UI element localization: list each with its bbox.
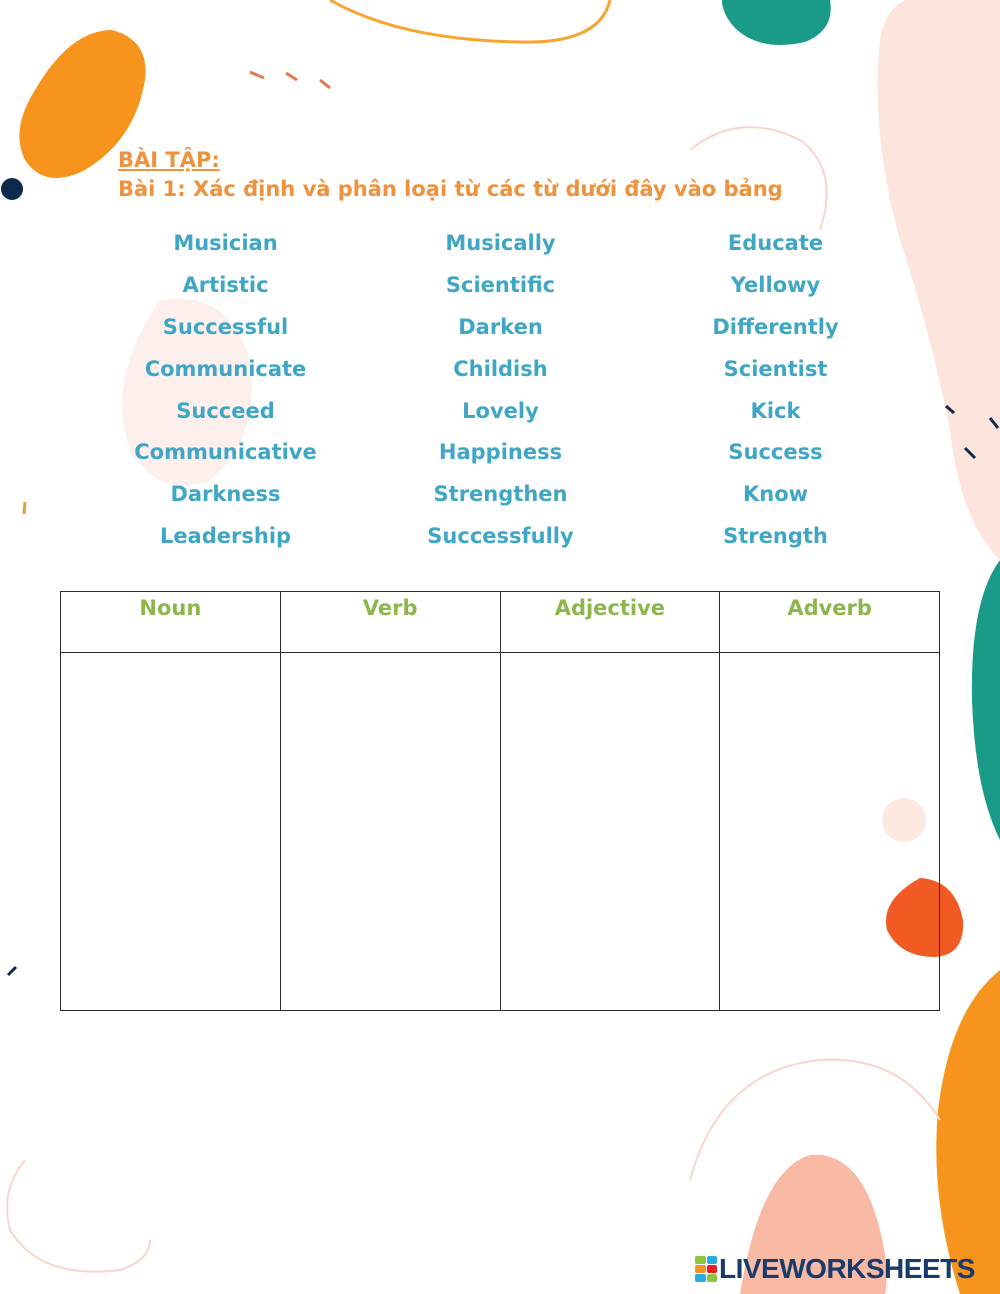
word-item: Success bbox=[728, 440, 823, 465]
word-bank bbox=[88, 225, 912, 560]
exercise-instruction: Bài 1: Xác định và phân loại từ các từ dưới đây vào bảng bbox=[118, 177, 783, 201]
word-item: Kick bbox=[750, 398, 801, 423]
word-item: Darken bbox=[458, 314, 543, 339]
header-verb: Verb bbox=[280, 592, 500, 653]
verb-answer-cell[interactable] bbox=[280, 653, 500, 1011]
header-adverb: Adverb bbox=[720, 592, 940, 653]
word-item: Strength bbox=[723, 524, 828, 549]
word-item: Know bbox=[742, 482, 809, 507]
classification-table bbox=[60, 591, 940, 1011]
word-item: Successful bbox=[162, 314, 289, 339]
word-item: Darkness bbox=[170, 482, 281, 507]
word-item: Communicative bbox=[134, 440, 317, 465]
header-adjective: Adjective bbox=[500, 592, 720, 653]
word-item: Succeed bbox=[176, 398, 275, 423]
header-noun: Noun bbox=[61, 592, 281, 653]
word-item: Strengthen bbox=[433, 482, 568, 507]
table-header-row bbox=[61, 592, 940, 653]
word-item: Successfully bbox=[427, 524, 574, 549]
exercise-heading bbox=[118, 146, 783, 204]
answer-row bbox=[61, 653, 940, 1011]
word-item: Scientist bbox=[723, 356, 828, 381]
adverb-answer-cell[interactable] bbox=[720, 653, 940, 1011]
exercise-title: BÀI TẬP: bbox=[118, 148, 220, 172]
word-item: Artistic bbox=[182, 272, 269, 297]
word-item: Leadership bbox=[159, 524, 292, 549]
word-item: Musically bbox=[445, 231, 556, 255]
liveworksheets-logo-icon bbox=[695, 1256, 717, 1282]
word-item: Scientific bbox=[445, 272, 556, 297]
word-item: Happiness bbox=[438, 440, 563, 465]
word-item: Childish bbox=[453, 356, 548, 381]
word-item: Differently bbox=[712, 314, 839, 339]
word-item: Yellowy bbox=[730, 272, 821, 297]
liveworksheets-brand bbox=[695, 1253, 975, 1285]
brand-name: LIVEWORKSHEETS bbox=[719, 1253, 975, 1284]
word-item: Educate bbox=[727, 231, 824, 255]
noun-answer-cell[interactable] bbox=[61, 653, 281, 1011]
adjective-answer-cell[interactable] bbox=[500, 653, 720, 1011]
word-item: Communicate bbox=[144, 356, 307, 381]
word-item: Musician bbox=[173, 231, 278, 255]
word-item: Lovely bbox=[462, 398, 539, 423]
